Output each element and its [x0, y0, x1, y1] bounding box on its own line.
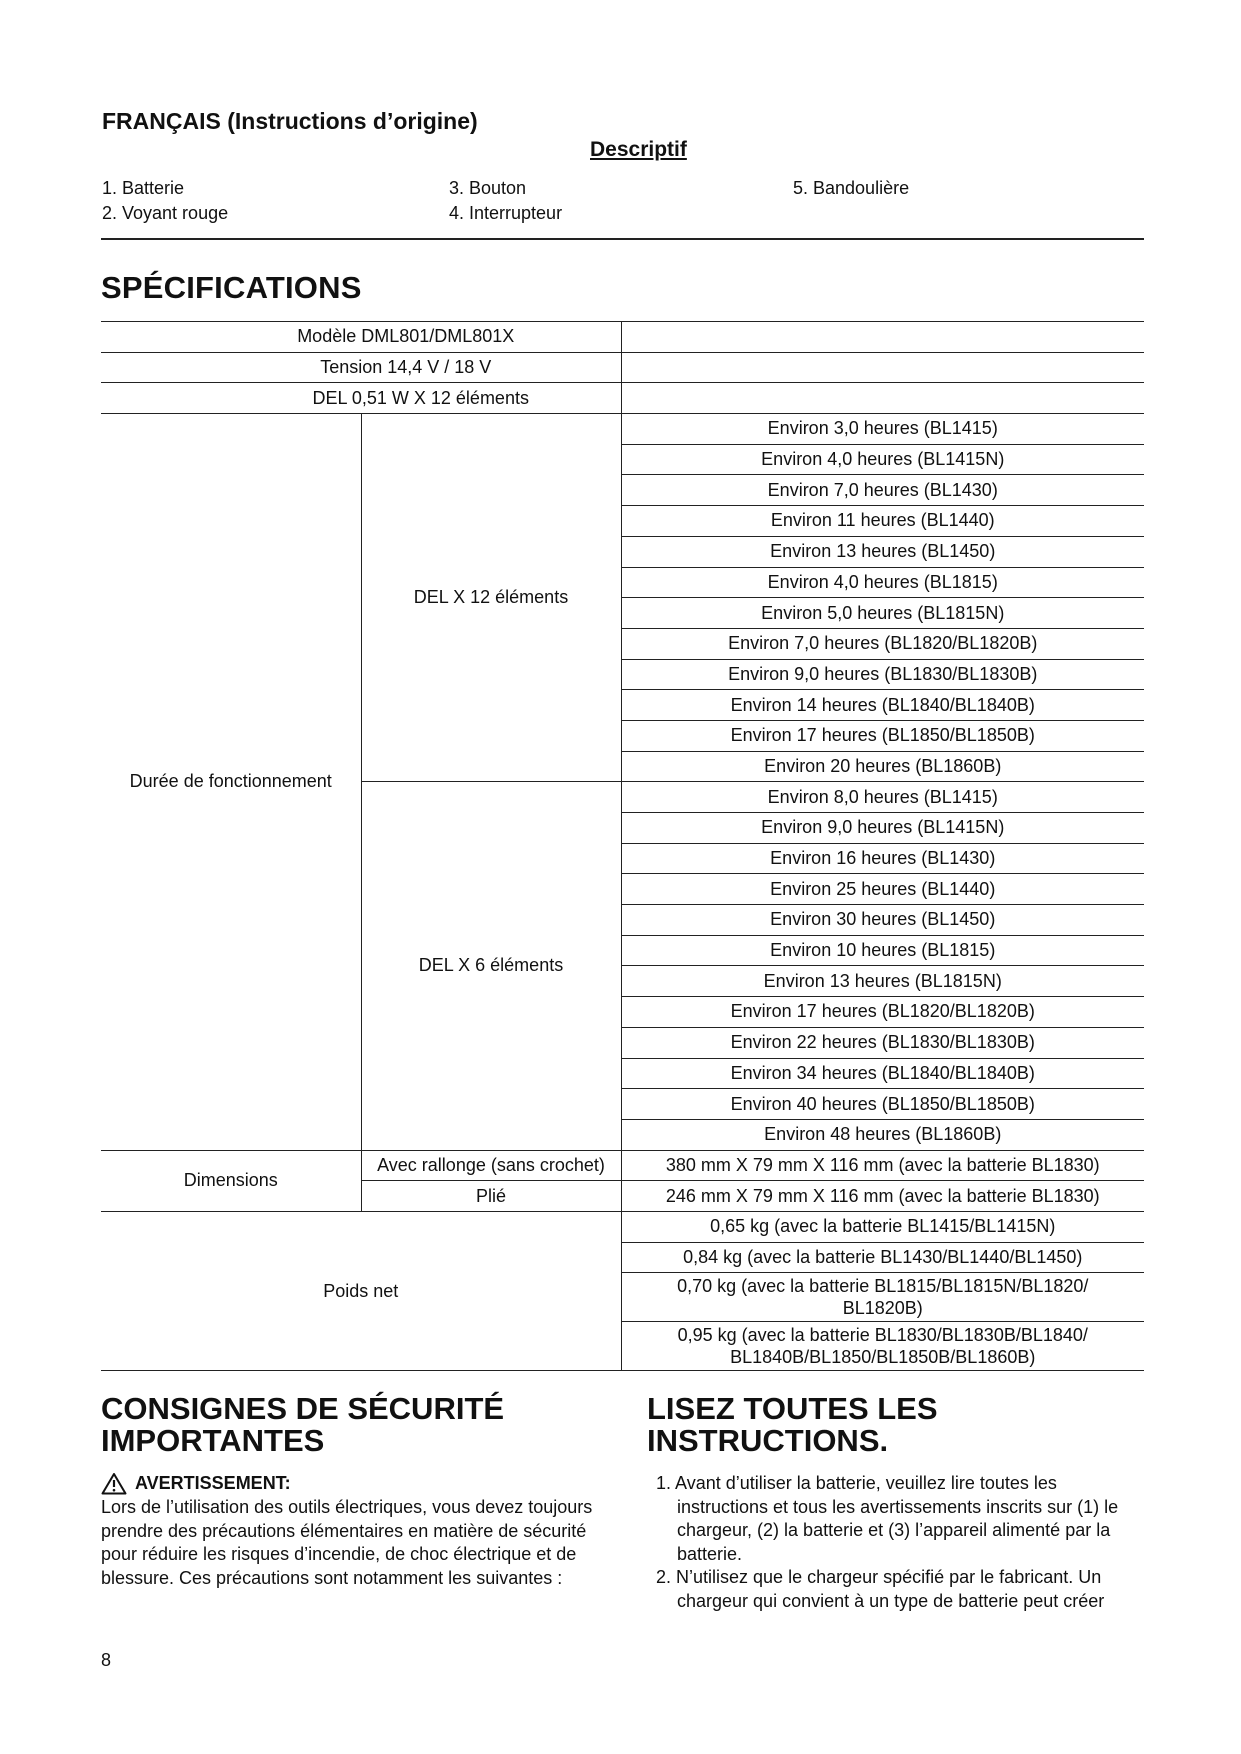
runtime-value-cell: Environ 4,0 heures (BL1815)	[621, 567, 1144, 598]
duration-label-cell: Durée de fonctionnement	[101, 414, 361, 1151]
instructions-title-line: INSTRUCTIONS.	[647, 1423, 889, 1458]
runtime-value-cell: Environ 34 heures (BL1840/BL1840B)	[621, 1058, 1144, 1089]
runtime-value-cell: Environ 22 heures (BL1830/BL1830B)	[621, 1027, 1144, 1058]
runtime-value-cell: Environ 11 heures (BL1440)	[621, 506, 1144, 537]
table-row	[101, 322, 1144, 353]
dimension-value-cell: 246 mm X 79 mm X 116 mm (avec la batterie BL1830)	[621, 1181, 1144, 1212]
runtime-value-cell: Environ 25 heures (BL1440)	[621, 874, 1144, 905]
warning-icon	[101, 1472, 127, 1495]
instructions-title-line: LISEZ TOUTES LES	[647, 1391, 938, 1426]
table-row	[101, 1150, 1144, 1181]
runtime-value-cell: Environ 30 heures (BL1450)	[621, 905, 1144, 936]
dimension-type-cell: Avec rallonge (sans crochet)	[361, 1150, 621, 1181]
safety-title-line: CONSIGNES DE SÉCURITÉ	[101, 1391, 505, 1426]
dimensions-label-cell: Dimensions	[101, 1150, 361, 1211]
descriptif-item: 4. Interrupteur	[449, 203, 563, 223]
del12-label-cell: DEL X 12 éléments	[361, 414, 621, 782]
language-heading: FRANÇAIS (Instructions d’origine)	[102, 108, 478, 134]
descriptif-title: Descriptif	[590, 138, 687, 161]
specifications-title: SPÉCIFICATIONS	[101, 270, 362, 305]
runtime-value-cell: Environ 14 heures (BL1840/BL1840B)	[621, 690, 1144, 721]
del-power-cell: DEL 0,51 W X 12 éléments	[101, 383, 621, 414]
warning-heading	[101, 1472, 291, 1495]
runtime-value-cell: Environ 5,0 heures (BL1815N)	[621, 598, 1144, 629]
runtime-value-cell: Environ 3,0 heures (BL1415)	[621, 414, 1144, 445]
empty-cell	[621, 352, 1144, 383]
weight-label-cell: Poids net	[101, 1211, 621, 1370]
runtime-value-cell: Environ 8,0 heures (BL1415)	[621, 782, 1144, 813]
instructions-title	[647, 1393, 938, 1457]
table-row	[101, 1211, 1144, 1242]
weight-value-cell: 0,70 kg (avec la batterie BL1815/BL1815N/BL1820/ BL1820B)	[621, 1273, 1144, 1322]
table-row	[101, 383, 1144, 414]
table-row	[101, 414, 1144, 445]
weight-value-cell: 0,65 kg (avec la batterie BL1415/BL1415N)	[621, 1211, 1144, 1242]
safety-title	[101, 1393, 504, 1457]
runtime-value-cell: Environ 17 heures (BL1850/BL1850B)	[621, 720, 1144, 751]
runtime-value-cell: Environ 9,0 heures (BL1415N)	[621, 813, 1144, 844]
safety-title-line: IMPORTANTES	[101, 1423, 325, 1458]
runtime-value-cell: Environ 40 heures (BL1850/BL1850B)	[621, 1089, 1144, 1120]
runtime-value-cell: Environ 13 heures (BL1450)	[621, 536, 1144, 567]
del6-label-cell: DEL X 6 éléments	[361, 782, 621, 1150]
empty-cell	[621, 383, 1144, 414]
descriptif-item: 5. Bandoulière	[793, 178, 910, 198]
runtime-value-cell: Environ 17 heures (BL1820/BL1820B)	[621, 997, 1144, 1028]
list-item: 1. Avant d’utiliser la batterie, veuillez lire toutes les instructions et tous les avertissements inscrits sur (1) le chargeur, (2) la batterie et (3) l’appareil alimenté par la batterie.	[656, 1473, 1119, 1564]
descriptif-item: 2. Voyant rouge	[102, 203, 229, 223]
descriptif-item: 3. Bouton	[449, 178, 527, 198]
runtime-value-cell: Environ 13 heures (BL1815N)	[621, 966, 1144, 997]
dimension-type-cell: Plié	[361, 1181, 621, 1212]
runtime-value-cell: Environ 16 heures (BL1430)	[621, 843, 1144, 874]
runtime-value-cell: Environ 4,0 heures (BL1415N)	[621, 444, 1144, 475]
descriptif-item: 1. Batterie	[102, 178, 185, 198]
dimension-value-cell: 380 mm X 79 mm X 116 mm (avec la batterie BL1830)	[621, 1150, 1144, 1181]
warning-label: AVERTISSEMENT:	[135, 1473, 291, 1493]
weight-value-cell: 0,84 kg (avec la batterie BL1430/BL1440/BL1450)	[621, 1242, 1144, 1273]
warning-text: Lors de l’utilisation des outils électriques, vous devez toujours prendre des précautions élémentaires en matière de sécurité pour réduire les risques d’incendie, de choc électrique et de blessure. Ces précautions sont notamment les suivantes :	[101, 1497, 593, 1588]
table-row	[101, 352, 1144, 383]
runtime-value-cell: Environ 9,0 heures (BL1830/BL1830B)	[621, 659, 1144, 690]
instructions-list	[647, 1472, 1145, 1613]
page-number: 8	[101, 1650, 112, 1670]
weight-value-cell: 0,95 kg (avec la batterie BL1830/BL1830B/BL1840/ BL1840B/BL1850/BL1850B/BL1860B)	[621, 1322, 1144, 1371]
empty-cell	[621, 322, 1144, 353]
divider	[101, 238, 1144, 240]
runtime-value-cell: Environ 10 heures (BL1815)	[621, 935, 1144, 966]
runtime-value-cell: Environ 20 heures (BL1860B)	[621, 751, 1144, 782]
runtime-value-cell: Environ 7,0 heures (BL1430)	[621, 475, 1144, 506]
list-item: 2. N’utilisez que le chargeur spécifié par le fabricant. Un chargeur qui convient à un type de batterie peut créer	[656, 1567, 1105, 1611]
tension-cell: Tension 14,4 V / 18 V	[101, 352, 621, 383]
runtime-value-cell: Environ 7,0 heures (BL1820/BL1820B)	[621, 628, 1144, 659]
runtime-value-cell: Environ 48 heures (BL1860B)	[621, 1119, 1144, 1150]
specifications-table	[101, 321, 1144, 1371]
model-cell: Modèle DML801/DML801X	[101, 322, 621, 353]
